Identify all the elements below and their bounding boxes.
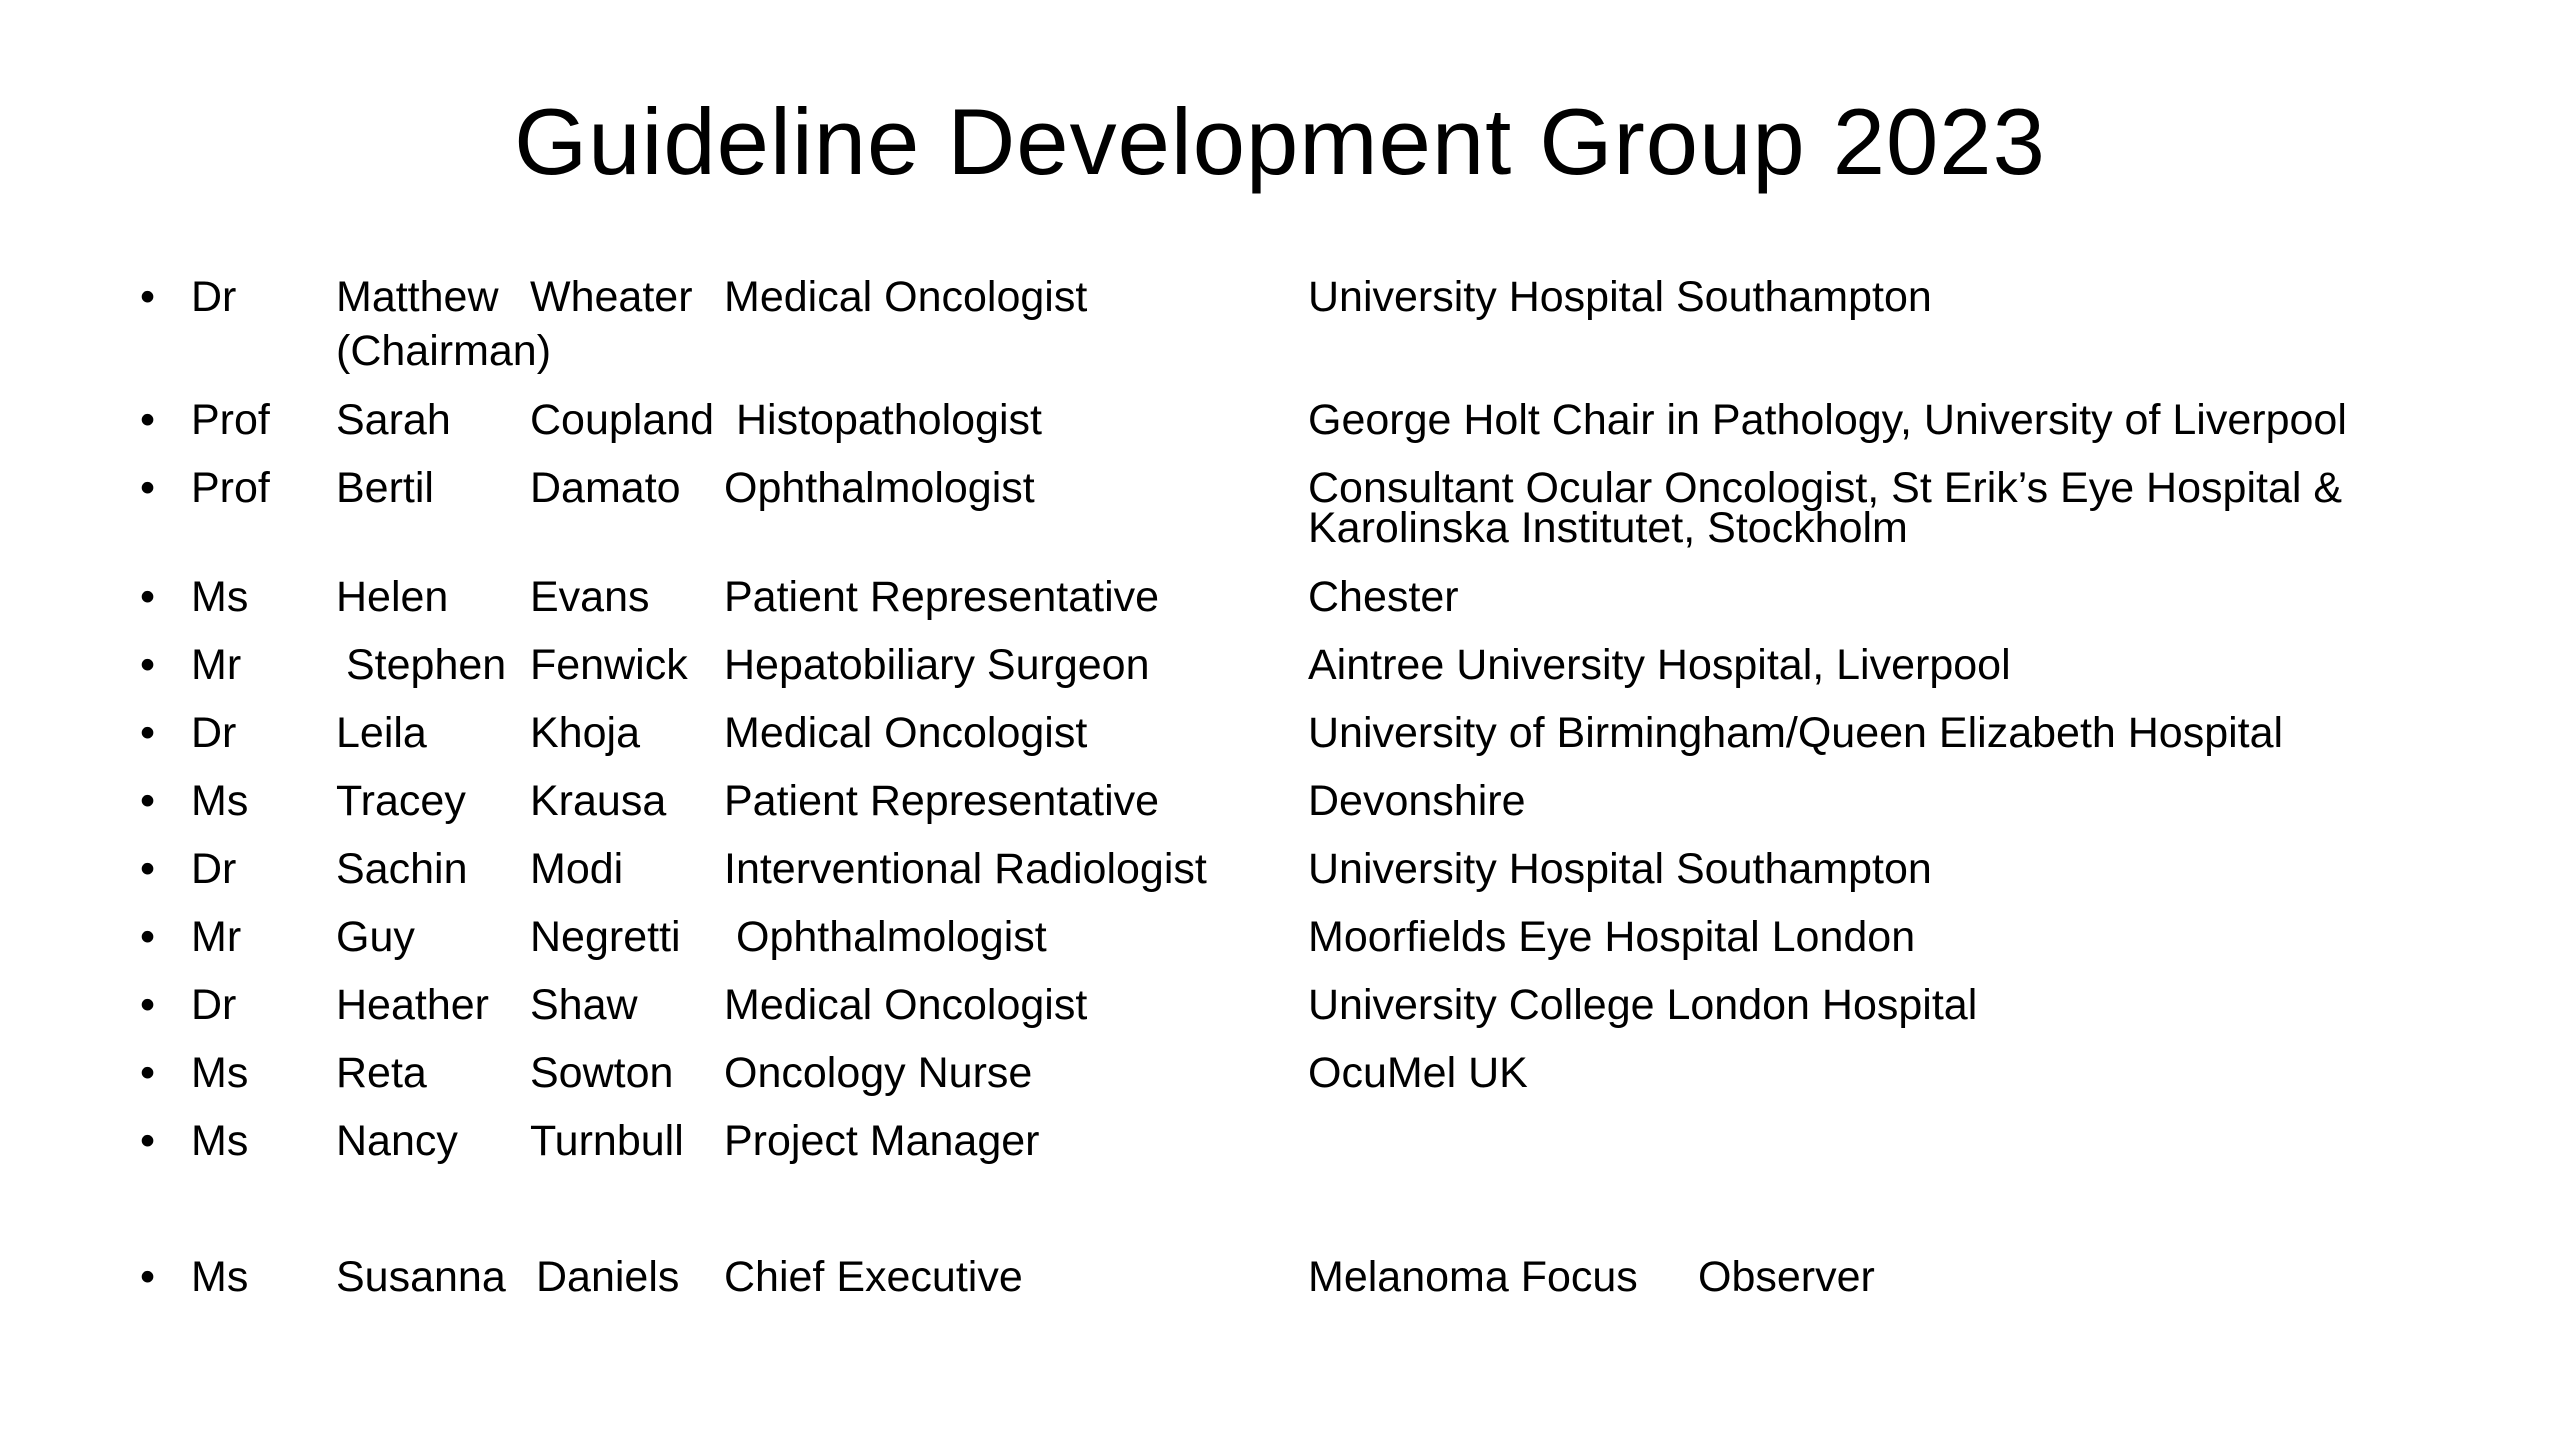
member-institution: George Holt Chair in Pathology, University of Liverpool [1308,396,2347,444]
bullet: • [140,641,156,689]
member-last-name: Evans [530,573,650,621]
member-first-name: Matthew [336,273,499,321]
member-first-name: Sachin [336,845,468,893]
member-observer-note: Observer [1698,1253,1875,1301]
member-role: Histopathologist [736,396,1042,444]
member-institution: University Hospital Southampton [1308,273,1932,321]
member-title: Prof [191,464,270,512]
member-last-name: Modi [530,845,624,893]
member-last-name: Fenwick [530,641,688,689]
member-first-name: Leila [336,709,427,757]
member-role: Patient Representative [724,573,1160,621]
member-institution: University College London Hospital [1308,981,1978,1029]
member-title: Prof [191,396,270,444]
bullet: • [140,777,156,825]
member-first-name: Reta [336,1049,427,1097]
bullet: • [140,1253,156,1301]
member-title: Ms [191,777,249,825]
member-last-name: Sowton [530,1049,674,1097]
member-last-name: Turnbull [530,1117,684,1165]
member-title: Dr [191,709,237,757]
member-institution: University of Birmingham/Queen Elizabeth Hospital [1308,709,2284,757]
member-role: Medical Oncologist [724,981,1088,1029]
member-first-name: Guy [336,913,415,961]
bullet: • [140,396,156,444]
member-institution: OcuMel UK [1308,1049,1528,1097]
member-first-name: Nancy [336,1117,458,1165]
member-last-name: Shaw [530,981,638,1029]
member-institution: Chester [1308,573,1459,621]
member-institution: University Hospital Southampton [1308,845,1932,893]
bullet: • [140,273,156,321]
bullet: • [140,1117,156,1165]
member-institution: Melanoma Focus [1308,1253,1638,1301]
member-role: Ophthalmologist [724,464,1035,512]
member-role: Ophthalmologist [736,913,1047,961]
member-last-name: Coupland [530,396,715,444]
bullet: • [140,845,156,893]
member-role: Patient Representative [724,777,1160,825]
member-institution: Consultant Ocular Oncologist, St Erik’s Eye Hospital & [1308,464,2343,512]
member-title: Mr [191,913,242,961]
member-first-name: Heather [336,981,489,1029]
member-title: Mr [191,641,242,689]
member-title: Ms [191,573,249,621]
member-role: Interventional Radiologist [724,845,1207,893]
member-last-name: Krausa [530,777,667,825]
member-last-name: Wheater [530,273,693,321]
member-institution: Devonshire [1308,777,1526,825]
member-first-name: Susanna [336,1253,506,1301]
bullet: • [140,464,156,512]
member-role: Medical Oncologist [724,273,1088,321]
bullet: • [140,913,156,961]
member-note: (Chairman) [336,327,552,375]
member-first-name: Helen [336,573,449,621]
member-first-name: Stephen [346,641,507,689]
member-role: Project Manager [724,1117,1040,1165]
member-role: Chief Executive [724,1253,1023,1301]
slide-title: Guideline Development Group 2023 [514,89,2046,194]
member-role: Oncology Nurse [724,1049,1033,1097]
bullet: • [140,709,156,757]
member-last-name: Daniels [536,1253,680,1301]
member-title: Dr [191,273,237,321]
member-title: Ms [191,1117,249,1165]
member-role: Hepatobiliary Surgeon [724,641,1150,689]
member-last-name: Damato [530,464,681,512]
member-institution: Aintree University Hospital, Liverpool [1308,641,2011,689]
member-institution-line2: Karolinska Institutet, Stockholm [1308,504,1908,552]
member-last-name: Negretti [530,913,681,961]
member-role: Medical Oncologist [724,709,1088,757]
member-last-name: Khoja [530,709,640,757]
bullet: • [140,573,156,621]
member-title: Dr [191,845,237,893]
member-title: Dr [191,981,237,1029]
member-first-name: Tracey [336,777,466,825]
member-institution: Moorfields Eye Hospital London [1308,913,1916,961]
bullet: • [140,1049,156,1097]
member-title: Ms [191,1253,249,1301]
member-first-name: Sarah [336,396,451,444]
bullet: • [140,981,156,1029]
member-first-name: Bertil [336,464,434,512]
member-title: Ms [191,1049,249,1097]
